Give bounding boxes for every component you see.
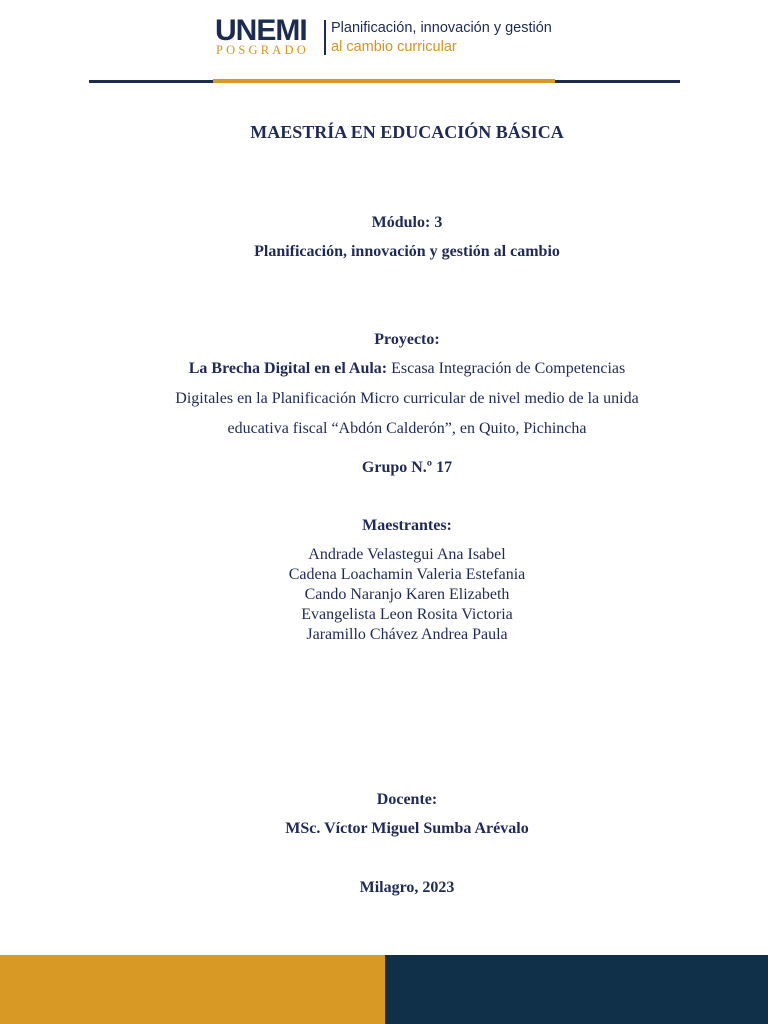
logo-divider xyxy=(324,20,326,55)
project-line3: educativa fiscal “Abdón Calderón”, en Quito, Pichincha xyxy=(227,420,587,437)
logo-posgrado: POSGRADO xyxy=(216,43,309,57)
header-rule-accent xyxy=(213,79,555,83)
group-number: Grupo N.º 17 xyxy=(361,459,453,476)
student-name: Cadena Loachamin Valeria Estefania xyxy=(288,566,526,583)
footer-band-navy xyxy=(385,955,768,1024)
module-name: Planificación, innovación y gestión al cambio xyxy=(254,243,560,260)
students-label: Maestrantes: xyxy=(362,517,452,534)
student-name: Evangelista Leon Rosita Victoria xyxy=(301,606,513,623)
project-label: Proyecto: xyxy=(374,331,440,348)
students-list xyxy=(0,545,768,645)
student-name: Cando Naranjo Karen Elizabeth xyxy=(304,586,510,603)
project-line1-rest: Escasa Integración de Competencias xyxy=(387,360,626,377)
module-label: Módulo: 3 xyxy=(371,214,443,231)
document-title: MAESTRÍA EN EDUCACIÓN BÁSICA xyxy=(250,122,564,142)
project-title-bold: La Brecha Digital en el Aula: xyxy=(188,360,388,377)
teacher-name: MSc. Víctor Miguel Sumba Arévalo xyxy=(285,820,529,837)
logo-unemi: UNEMI xyxy=(215,14,307,47)
logo-tagline-line1: Planificación, innovación y gestión xyxy=(331,20,552,36)
project-line1 xyxy=(0,358,768,380)
place-date: Milagro, 2023 xyxy=(359,879,455,896)
logo-tagline-line2: al cambio curricular xyxy=(331,39,457,55)
student-name: Andrade Velastegui Ana Isabel xyxy=(308,546,506,563)
project-line2: Digitales en la Planificación Micro curricular de nivel medio de la unida xyxy=(175,390,639,407)
teacher-label: Docente: xyxy=(376,791,438,808)
student-name: Jaramillo Chávez Andrea Paula xyxy=(306,626,508,643)
footer-band-gold xyxy=(0,955,385,1024)
